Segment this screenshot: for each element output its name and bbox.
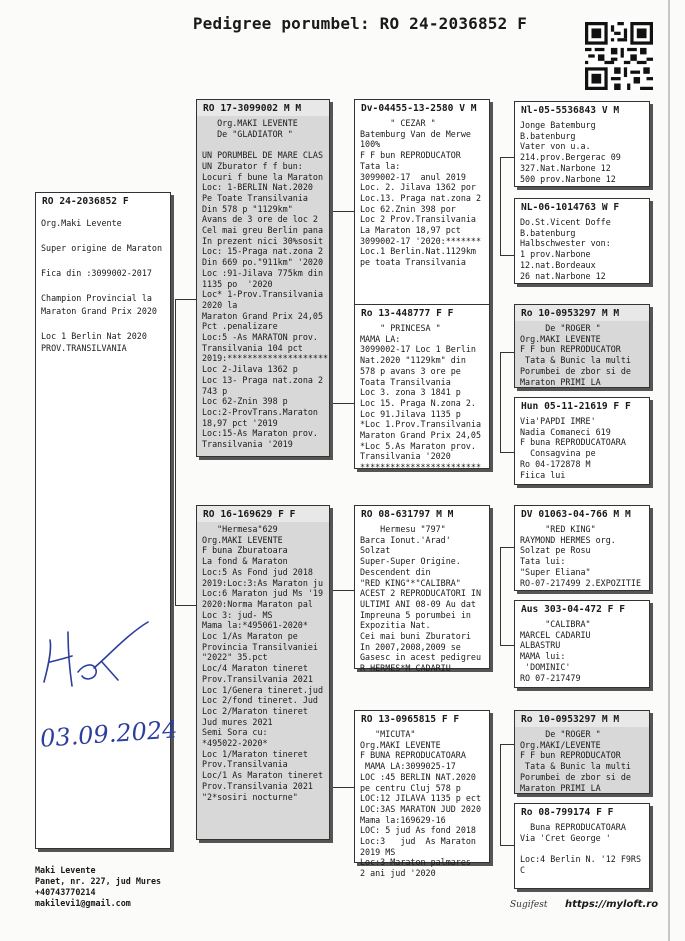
connector — [330, 403, 354, 404]
pigeon-notes: "MICUTA" Org.MAKI LEVENTE F BUNA REPRODUCATOARA MAMA LA:3099025-17 LOC :45 BERLIN NAT.2020 pe centru Cluj 578 p LOC:12 JILAVA 1135 p ect LOC:3AS MARATON JUD 2020 Mama la:169629-16 LOC: 5 jud As fond 2018 Loc:3 jud As Maraton 2019 MS Loc:3 Maraton palmares 2 ani jud '2020 — [360, 729, 482, 879]
ring-number: RO 08-631797 M M — [355, 506, 489, 522]
pigeon-notes: Org.Maki Levente Super origine de Maraton Fica din :3099002-2017 Champion Provincial la Maraton Grand Prix 2020 Loc 1 Berlin Nat 2020 PROV.TRANSILVANIA — [41, 218, 163, 353]
page-edge — [668, 0, 670, 941]
connector — [500, 744, 514, 745]
myloft-logo: Sugifest — [510, 900, 548, 910]
pigeon-card-sire-sire-dam — [514, 198, 650, 284]
pigeon-notes: " PRINCESA " MAMA LA: 3099002-17 Loc 1 Berlin Nat.2020 "1129km" din 578 p avans 3 ore pe Toata Transilvania Loc 3. zona 3 1841 p Loc 15. Praga N.zona 2. Loc 91.Jilava 1135 p *Loc 1.Prov.Transilvania Maraton Grand Prix 24,05 *Loc 5.As Maraton prov. Transilvania '2020 ************************ — [360, 323, 482, 473]
connector — [500, 157, 514, 158]
pigeon-card-dam-sire-dam — [514, 600, 650, 688]
pigeon-card-dam-dam-sire — [514, 710, 650, 794]
ring-number: Nl-05-5536843 V M — [515, 102, 649, 118]
breeder-contact: Maki Levente Panet, nr. 227, jud Mures +40743770214 makilevi1@gmail.com — [35, 865, 162, 908]
ring-number: RO 17-3099002 M M — [197, 100, 329, 116]
pigeon-card-dam — [196, 505, 330, 840]
pigeon-card-dam-sire — [354, 505, 490, 674]
connector — [500, 352, 501, 452]
connector — [500, 845, 514, 846]
connector — [330, 590, 354, 591]
pigeon-card-sire-sire-sire — [514, 101, 650, 187]
pigeon-card-dam-sire-sire — [514, 505, 650, 591]
ring-number: Ro 08-799174 F F — [515, 804, 649, 820]
connector — [500, 547, 514, 548]
handwritten-date: 03.09.2024 — [39, 715, 179, 753]
connector — [330, 787, 354, 788]
connector — [330, 211, 331, 403]
pigeon-notes: Org.MAKI LEVENTE De "GLADIATOR " UN PORUMBEL DE MARE CLAS UN Zburator f f bun: Locuri f bune la Maraton Loc: 1-BERLIN Nat.2020 Pe Toate Transilvania Din 578 p "1129km" Avans de 3 ore de loc 2 Cel mai greu Berlin pana In prezent nici 30%sosit Loc: 15-Praga nat.zona 2 Din 669 po."911km" '2020 Loc :91-Jilava 775km din 1135 po '2020 Loc* 1-Prov.Transilvania 2020 la Maraton Grand Prix 24,05 Pct .penalizare Loc:5 -As MARATON prov. Transilvania 104 pct 2019:******************** Loc 2-Jilava 1362 p Loc 13- Praga nat.zona 2 743 p Loc 62-Znin 398 p Loc:2-ProvTrans.Maraton 18,97 pct '2019 Loc:15-As Maraton prov. Transilvania '2019 — [202, 118, 329, 450]
connector — [330, 211, 354, 212]
connector — [175, 299, 197, 300]
pigeon-card-sire-sire — [354, 99, 490, 313]
ring-number: Aus 303-04-472 F F — [515, 601, 649, 617]
pigeon-notes: "Hermesa"629 Org.MAKI LEVENTE F buna Zburatoara La fond & Maraton Loc:5 As Fond jud 2018 2019:Loc:3:As Maraton ju Loc:6 Maraton jud Ms '19 2020:Norma Maraton pal Loc 3: jud- MS Mama la:*495061-2020* Loc 1/As Maraton pe Provincia Transilvaniei "2022" 35.pct Loc/4 Maraton tineret Prov.Transilvania 2021 Loc 1/Genera tineret.jud Loc 2/fond tineret. Jud Loc 2/Maraton tineret Jud mures 2021 Semi Sora cu: *495022-2020* Loc 1/Maraton tineret Prov.Transilvania Loc/1 As Maraton tineret Prov.Transilvania 2021 "2*sosiri nocturne" — [202, 524, 324, 802]
ring-number: Ro 13-448777 F F — [355, 305, 489, 321]
ring-number: Ro 10-0953297 M M — [515, 711, 649, 727]
connector — [500, 744, 501, 845]
connector — [500, 255, 514, 256]
pigeon-notes: Do.St.Vicent Doffe B.batenburg Halbschwester von: 1 prov.Narbone 12.nat.Bordeaux 26 nat.Narbone 12 — [520, 217, 611, 281]
pigeon-notes: De "ROGER " Org.MAKI LEVENTE F F bun REPRODUCATOR Tata & Bunic la multi Porumbei de zbor si de Maraton PRIMI LA — [520, 323, 631, 387]
ring-number: RO 16-169629 F F — [197, 506, 329, 522]
pigeon-notes: "RED KING" RAYMOND HERMES org. Solzat pe Rosu Tata lui: "Super Eliana" RO-07-217499 2.EXPOZITIE — [520, 524, 642, 588]
pigeon-card-sire-dam-sire — [514, 304, 650, 388]
connector — [500, 452, 514, 453]
pigeon-card-sire-dam-dam — [514, 397, 650, 485]
ring-number: DV 01063-04-766 M M — [515, 506, 649, 522]
pigeon-card-dam-dam — [354, 710, 490, 879]
pigeon-notes: Buna REPRODUCATOARA Via 'Cret George ' Loc:4 Berlin N. '12 F9RS C — [520, 822, 642, 875]
ring-number: Ro 10-0953297 M M — [515, 305, 649, 321]
connector — [330, 590, 331, 787]
ring-number: RO 13-0965815 F F — [355, 711, 489, 727]
pigeon-notes: Jonge Batemburg B.batenburg Vater von u.a. 214.prov.Bergerac 09 327.Nat.Narbone 12 500 prov.Narbone 12 — [520, 120, 621, 184]
connector — [500, 157, 501, 255]
connector — [500, 352, 514, 353]
pigeon-notes: Via'PAPDI IMRE' Nadia Comaneci 619 F buna REPRODUCATOARA Consagvina pe Ro 04-172878 M Fiica lui — [520, 416, 626, 480]
connector — [500, 547, 501, 645]
ring-number: Hun 05-11-21619 F F — [515, 398, 649, 414]
website-link[interactable]: https://myloft.ro — [565, 899, 659, 910]
ring-number: Dv-04455-13-2580 V M — [355, 100, 489, 116]
handwritten-signature — [38, 612, 158, 692]
ring-number: RO 24-2036852 F — [36, 193, 170, 209]
connector — [175, 605, 197, 606]
connector — [500, 645, 514, 646]
page-title: Pedigree porumbel: RO 24-2036852 F — [192, 14, 528, 33]
pigeon-notes: " CEZAR " Batemburg Van de Merwe 100% F F bun REPRODUCATOR Tata la: 3099002-17 anul 2019 Loc. 2. Jilava 1362 por Loc.13. Praga nat.zona 2 Loc 62.Znin 398 por Loc 2 Prov.Transilvania La Maraton 18,97 pct 3099002-17 '2020:******* Loc.1 Berlin.Nat.1129km pe toata Transilvania — [360, 118, 482, 268]
pigeon-notes: Hermesu "797" Barca Ionut.'Arad' Solzat Super-Super Origine. Descendent din "RED KING"*"CALIBRA" ACEST 2 REPRODUCATORI IN ULTIMI ANI 08-09 Au dat Impreuna 5 porumbei in Expozitia Nat. Cei mai buni Zburatori In 2007,2008,2009 se Gasesc in acest pedigreu R HERMES*M CADARIU — [360, 524, 482, 674]
pigeon-card-sire — [196, 99, 330, 457]
pigeon-card-dam-dam-dam — [514, 803, 650, 889]
ring-number: NL-06-1014763 W F — [515, 199, 649, 215]
connector — [175, 299, 176, 605]
qr-code — [585, 22, 653, 90]
pigeon-card-sire-dam — [354, 304, 490, 473]
pigeon-notes: De "ROGER " Org.MAKI/LEVENTE F F bun REPRODUCATOR Tata & Bunic la multi Porumbei de zbor si de Maraton PRIMI LA — [520, 729, 631, 793]
pigeon-notes: "CALIBRA" MARCEL CADARIU ALBASTRU MAMA lui: 'DOMINIC' RO 07-217479 — [520, 619, 591, 683]
